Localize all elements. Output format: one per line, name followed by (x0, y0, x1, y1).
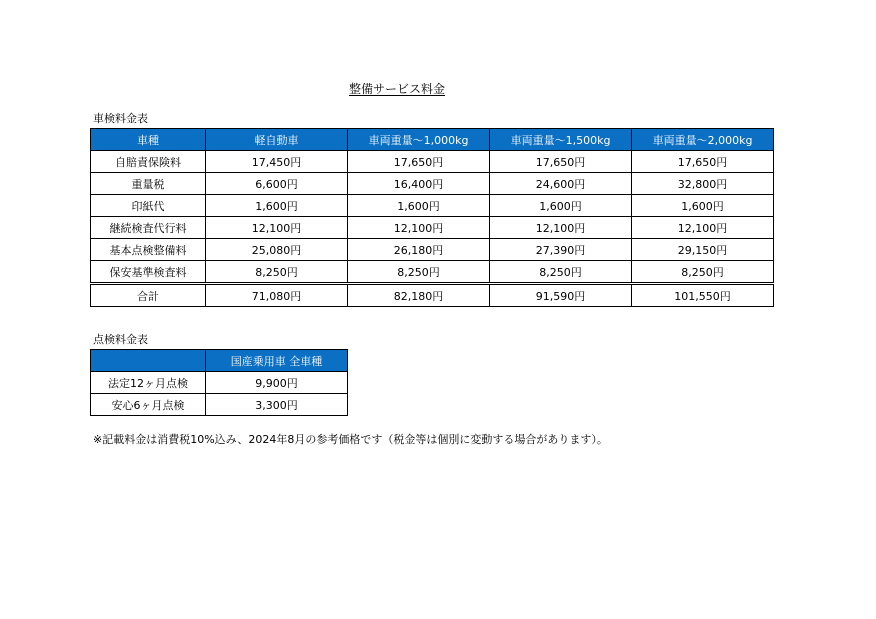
table-row (91, 217, 774, 239)
table-row (91, 239, 774, 261)
fee-cell: 12,100円 (206, 217, 348, 239)
inspection-fee-table (90, 128, 774, 307)
fee-cell: 17,450円 (206, 151, 348, 173)
total-row (91, 284, 774, 307)
inspection-fee-header-row (91, 129, 774, 151)
fee-cell: 12,100円 (348, 217, 490, 239)
table-row (91, 151, 774, 173)
fee-cell: 12,100円 (490, 217, 632, 239)
fee-cell: 25,080円 (206, 239, 348, 261)
fee-cell: 17,650円 (490, 151, 632, 173)
header-cell-domestic-car: 国産乗用車 全車種 (206, 350, 348, 372)
fee-cell: 3,300円 (206, 394, 348, 416)
fee-cell: 16,400円 (348, 173, 490, 195)
header-cell-kei-car: 軽自動車 (206, 129, 348, 151)
total-label: 合計 (91, 284, 206, 307)
fee-cell: 12,100円 (632, 217, 774, 239)
check-fee-table (90, 349, 348, 416)
header-cell-weight-1000: 車両重量～1,000kg (348, 129, 490, 151)
fee-cell: 17,650円 (632, 151, 774, 173)
row-label: 基本点検整備料 (91, 239, 206, 261)
row-label: 保安基準検査料 (91, 261, 206, 284)
table-row (91, 261, 774, 284)
fee-cell: 17,650円 (348, 151, 490, 173)
fee-cell: 24,600円 (490, 173, 632, 195)
fee-cell: 1,600円 (206, 195, 348, 217)
table-row (91, 173, 774, 195)
row-label: 安心6ヶ月点検 (91, 394, 206, 416)
header-cell-vehicle-type: 車種 (91, 129, 206, 151)
check-fee-table-caption: 点検料金表 (93, 333, 148, 346)
fee-cell: 6,600円 (206, 173, 348, 195)
row-label: 継続検査代行料 (91, 217, 206, 239)
header-cell-weight-1500: 車両重量～1,500kg (490, 129, 632, 151)
fee-cell: 26,180円 (348, 239, 490, 261)
footnote: ※記載料金は消費税10%込み、2024年8月の参考価格です（税金等は個別に変動する場合があります）。 (93, 433, 608, 446)
fee-cell: 1,600円 (632, 195, 774, 217)
total-cell: 101,550円 (632, 284, 774, 307)
fee-cell: 9,900円 (206, 372, 348, 394)
fee-cell: 1,600円 (490, 195, 632, 217)
table-row (91, 394, 348, 416)
check-fee-header-row (91, 350, 348, 372)
fee-cell: 8,250円 (632, 261, 774, 284)
fee-cell: 1,600円 (348, 195, 490, 217)
table-row (91, 195, 774, 217)
header-cell-weight-2000: 車両重量～2,000kg (632, 129, 774, 151)
row-label: 法定12ヶ月点検 (91, 372, 206, 394)
inspection-fee-table-caption: 車検料金表 (93, 112, 148, 125)
fee-cell: 8,250円 (348, 261, 490, 284)
total-cell: 82,180円 (348, 284, 490, 307)
row-label: 自賠責保険料 (91, 151, 206, 173)
page-title: 整備サービス料金 (349, 82, 446, 96)
total-cell: 91,590円 (490, 284, 632, 307)
fee-cell: 8,250円 (490, 261, 632, 284)
row-label: 重量税 (91, 173, 206, 195)
fee-cell: 32,800円 (632, 173, 774, 195)
total-cell: 71,080円 (206, 284, 348, 307)
header-cell-empty (91, 350, 206, 372)
fee-cell: 29,150円 (632, 239, 774, 261)
fee-cell: 27,390円 (490, 239, 632, 261)
fee-cell: 8,250円 (206, 261, 348, 284)
row-label: 印紙代 (91, 195, 206, 217)
table-row (91, 372, 348, 394)
